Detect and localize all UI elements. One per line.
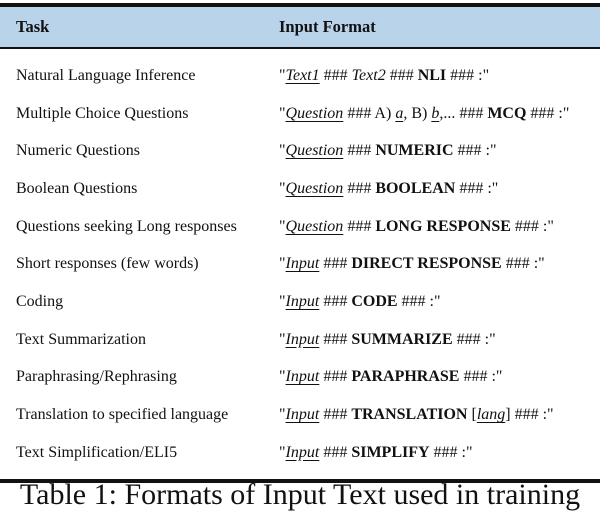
- format-segment: ###: [343, 179, 376, 197]
- format-segment: ###: [319, 255, 352, 273]
- table-row: [0, 208, 600, 246]
- task-cell: Translation to specified language: [16, 406, 229, 424]
- table-row: [0, 95, 600, 133]
- task-cell: Short responses (few words): [16, 255, 199, 273]
- table-row: [0, 283, 600, 321]
- format-segment: Question: [285, 217, 344, 235]
- format-segment: Text1: [285, 66, 320, 84]
- format-segment: ": [279, 255, 286, 273]
- format-segment: ": [279, 292, 286, 310]
- format-segment: ": [279, 104, 286, 122]
- format-segment: Input: [285, 330, 320, 348]
- format-segment: ### :": [526, 104, 570, 122]
- format-segment: ] ### :": [505, 406, 554, 424]
- table-row: [0, 245, 600, 283]
- input-format-cell: [279, 217, 554, 237]
- format-segment: ###: [319, 406, 352, 424]
- table-body: [0, 49, 600, 479]
- format-segment: ###: [343, 142, 376, 160]
- format-segment: Input: [285, 443, 320, 461]
- task-cell: Paraphrasing/Rephrasing: [16, 368, 177, 386]
- format-segment: ### :": [429, 443, 473, 461]
- format-segment: ### :": [510, 217, 554, 235]
- format-segment: LONG RESPONSE: [375, 217, 511, 235]
- table-row: [0, 396, 600, 434]
- format-segment: DIRECT RESPONSE: [351, 255, 502, 273]
- format-segment: ": [279, 142, 286, 160]
- format-segment: ### :": [452, 330, 496, 348]
- input-format-cell: [279, 405, 554, 425]
- task-cell: Coding: [16, 292, 64, 310]
- format-segment: b: [431, 104, 440, 122]
- format-segment: ### :": [459, 368, 503, 386]
- task-cell: Questions seeking Long responses: [16, 217, 237, 235]
- format-segment: [: [467, 406, 477, 424]
- task-cell: Text Simplification/ELI5: [16, 443, 178, 461]
- format-segment: Input: [285, 292, 320, 310]
- format-segment: Input: [285, 406, 320, 424]
- format-segment: NLI: [417, 66, 447, 84]
- format-segment: ###: [319, 368, 352, 386]
- format-segment: TRANSLATION: [351, 406, 468, 424]
- format-segment: ": [279, 406, 286, 424]
- input-format-cell: [279, 292, 441, 312]
- format-segment: ###: [319, 292, 352, 310]
- format-segment: Text2: [351, 66, 386, 84]
- header-task: Task: [16, 17, 50, 36]
- format-segment: a: [395, 104, 404, 122]
- header-input-format: Input Format: [279, 17, 376, 36]
- input-format-table: [0, 3, 600, 483]
- table-row: [0, 434, 600, 472]
- task-cell: Text Summarization: [16, 330, 146, 348]
- format-segment: Input: [285, 368, 320, 386]
- format-segment: ###: [319, 330, 352, 348]
- format-segment: SUMMARIZE: [351, 330, 453, 348]
- format-segment: ###: [343, 217, 376, 235]
- format-segment: lang: [476, 406, 506, 424]
- task-cell: Multiple Choice Questions: [16, 104, 189, 122]
- format-segment: ### :": [397, 292, 441, 310]
- task-cell: Natural Language Inference: [16, 66, 196, 84]
- format-segment: ": [279, 443, 286, 461]
- format-segment: BOOLEAN: [375, 179, 456, 197]
- task-cell: Numeric Questions: [16, 142, 140, 160]
- input-format-cell: [279, 179, 498, 199]
- format-segment: ### :": [501, 255, 545, 273]
- format-segment: Question: [285, 142, 344, 160]
- format-segment: NUMERIC: [375, 142, 454, 160]
- table-header-row: [0, 7, 600, 47]
- input-format-cell: [279, 367, 502, 387]
- table-row: [0, 57, 600, 95]
- input-format-cell: [279, 443, 473, 463]
- format-segment: ,... ###: [439, 104, 488, 122]
- table-row: [0, 321, 600, 359]
- input-format-cell: [279, 104, 569, 124]
- format-segment: Question: [285, 179, 344, 197]
- table-caption: Table 1: Formats of Input Text used in training: [19, 478, 581, 511]
- input-format-cell: [279, 330, 496, 350]
- format-segment: ": [279, 368, 286, 386]
- format-segment: PARAPHRASE: [351, 368, 460, 386]
- table-row: [0, 132, 600, 170]
- format-segment: SIMPLIFY: [351, 443, 430, 461]
- format-segment: ###: [319, 66, 352, 84]
- format-segment: Question: [285, 104, 344, 122]
- format-segment: ": [279, 217, 286, 235]
- format-segment: ###: [385, 66, 418, 84]
- table-row: [0, 359, 600, 397]
- input-format-cell: [279, 254, 545, 274]
- format-segment: ### A): [343, 104, 396, 122]
- table-row: [0, 170, 600, 208]
- format-segment: Input: [285, 255, 320, 273]
- input-format-cell: [279, 141, 497, 161]
- format-segment: ###: [319, 443, 352, 461]
- format-segment: ": [279, 179, 286, 197]
- format-segment: ### :": [446, 66, 490, 84]
- task-cell: Boolean Questions: [16, 179, 138, 197]
- format-segment: CODE: [351, 292, 398, 310]
- format-segment: MCQ: [487, 104, 527, 122]
- format-segment: ": [279, 330, 286, 348]
- format-segment: , B): [403, 104, 432, 122]
- format-segment: ### :": [453, 142, 497, 160]
- input-format-cell: [279, 66, 489, 86]
- format-segment: ": [279, 66, 286, 84]
- format-segment: ### :": [455, 179, 499, 197]
